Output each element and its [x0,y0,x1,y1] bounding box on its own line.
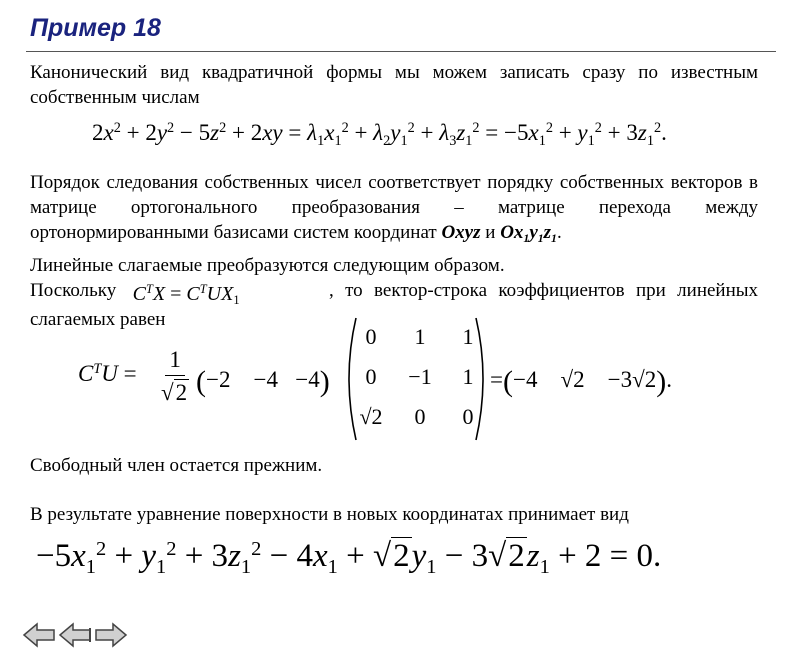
paragraph-free-term: Свободный член остается прежним. [30,455,323,476]
paragraph-order-text: Порядок следования собственных чисел соответствует порядку собственных векторов в матрице ортогонального преобразования – матрице перехода между ортонормированными базисами систем координат [30,172,758,243]
matrix-cell: √2 [359,404,383,429]
matrix-cell: 1 [462,364,474,389]
paragraph-canonical: Канонический вид квадратичной формы мы можем записать сразу по известным собственным числам [30,62,758,108]
paragraph-order: Порядок следования собственных чисел соответствует порядку собственных векторов в матрице ортогонального преобразования – матрице перехода между ортонормированными базисами систем координат Oxyz и $Ox_1y_1z_1$. [30,172,758,246]
equation-canonical-form: $2x^2 + 2y^2 - 5z^2 + 2xy = \lambda_1x_1^2 + \lambda_2y_1^2 + \lambda_3z_1^2 = -5x_1^2 + y_1^2 + 3z_1^2$. [92,120,667,149]
matrix-cell: 1 [462,324,474,349]
equation-surface: $-5x_1^2 + y_1^2 + 3z_1^2 - 4x_1$ + √ $2y_1 - 3$ √ $2z_1 + 2 = 0$. [36,537,662,579]
matrix-cell: −1 [408,364,432,389]
matrix-cell: 1 [414,324,426,349]
page-title: Пример 18 [30,14,161,42]
matrix-cell: 0 [365,364,377,389]
row-vector: (−2 −4 −4) [196,365,330,398]
title-rule [26,51,776,52]
home-icon[interactable] [58,622,92,648]
equation-result-vector: =(−4 √2 −3√2). [490,365,672,398]
paragraph-result: В результате уравнение поверхности в новых координатах принимает вид [30,504,629,525]
matrix-cell: 0 [414,404,426,429]
since-rest: , то вектор-строка коэффициентов при линейных слагаемых равен [30,280,759,330]
coord-system-2: $Ox_1y_1z_1$ [500,222,557,246]
prev-arrow-icon[interactable] [22,622,56,648]
matrix-cell: 0 [462,404,474,429]
next-arrow-icon[interactable] [94,622,128,648]
since-word: Поскольку [30,280,117,301]
coord-system-1: Oxyz [441,222,481,243]
matrix-cell: 0 [365,324,377,349]
equation-ctx: $C^TX = C^TUX_1$ [132,282,240,308]
paragraph-linear: Линейные слагаемые преобразуются следующим образом. [30,255,505,276]
orthogonal-matrix [348,324,490,430]
and-word: и [485,222,496,243]
